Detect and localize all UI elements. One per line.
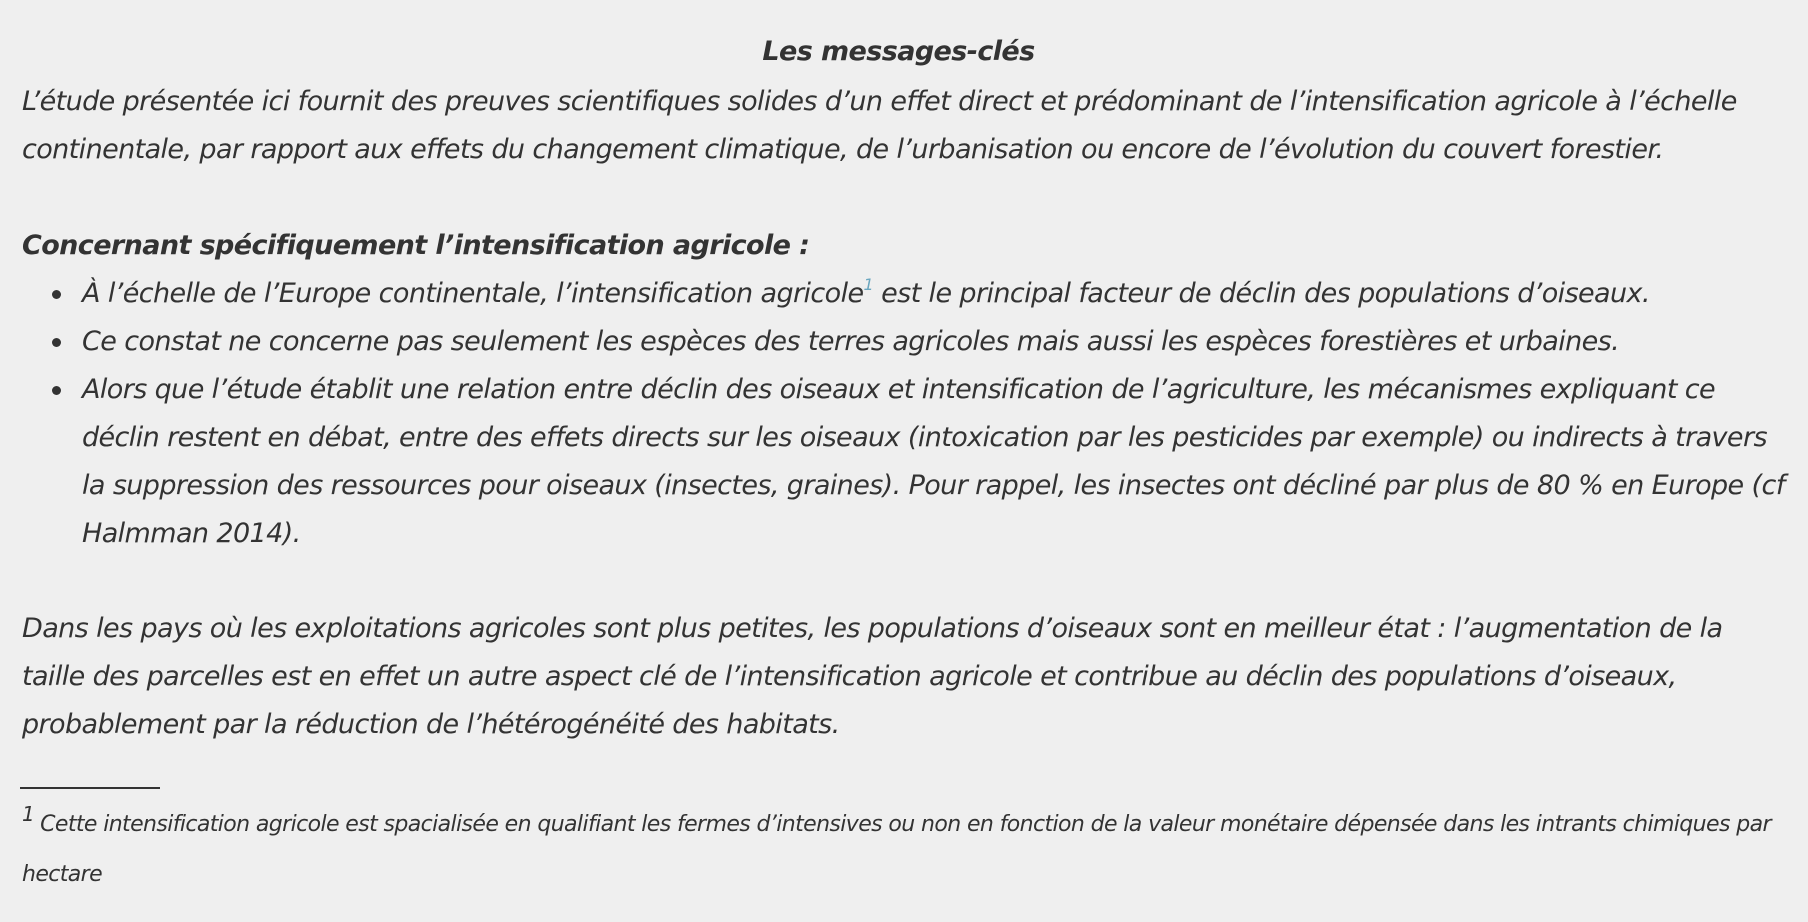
list-item bbox=[82, 270, 1792, 318]
footnote-number: 1 bbox=[22, 802, 35, 826]
bullet-icon bbox=[52, 290, 61, 299]
footnote bbox=[22, 800, 1792, 900]
list-item-text: Ce constat ne concerne pas seulement les espèces des terres agricoles mais aussi les espèces forestières et urbaines. bbox=[82, 326, 1620, 357]
list-item-text-start: À l’échelle de l’Europe continentale, l’intensification agricole bbox=[82, 278, 864, 309]
list-item-text: Alors que l’étude établit une relation entre déclin des oiseaux et intensification de l’agriculture, les mécanismes expliquant ce déclin restent en débat, entre des effets directs sur les oiseaux (intoxication par les pesticides par exemple) ou indirects à travers la suppression des ressources pour oiseaux (insectes, graines). Pour rappel, les insectes ont décliné par plus de 80 % en Europe (cf Halmman 2014). bbox=[82, 374, 1785, 549]
section-subheading: Concernant spécifiquement l’intensification agricole : bbox=[22, 230, 810, 261]
key-points-list bbox=[22, 270, 1792, 558]
list-item-text-end: est le principal facteur de déclin des populations d’oiseaux. bbox=[873, 278, 1650, 309]
footnote-text: Cette intensification agricole est spacialisée en qualifiant les fermes d’intensives ou non en fonction de la valeur monétaire dépensée dans les intrants chimiques par hectare bbox=[22, 812, 1771, 887]
list-item bbox=[82, 366, 1792, 558]
footnote-divider bbox=[20, 787, 160, 789]
bullet-icon bbox=[52, 338, 61, 347]
list-item bbox=[82, 318, 1792, 366]
bullet-icon bbox=[52, 386, 61, 395]
footnote-reference-link[interactable]: 1 bbox=[863, 275, 874, 294]
page-title: Les messages-clés bbox=[762, 36, 1035, 67]
conclusion-paragraph: Dans les pays où les exploitations agricoles sont plus petites, les populations d’oiseaux sont en meilleur état : l’augmentation de la taille des parcelles est en effet un autre aspect clé de l’intensification agricole et contribue au déclin des populations d’oiseaux, probablement par la réduction de l’hétérogénéité des habitats. bbox=[22, 613, 1723, 740]
intro-paragraph: L’étude présentée ici fournit des preuves scientifiques solides d’un effet direct et prédominant de l’intensification agricole à l’échelle continentale, par rapport aux effets du changement climatique, de l’urbanisation ou encore de l’évolution du couvert forestier. bbox=[22, 86, 1737, 165]
